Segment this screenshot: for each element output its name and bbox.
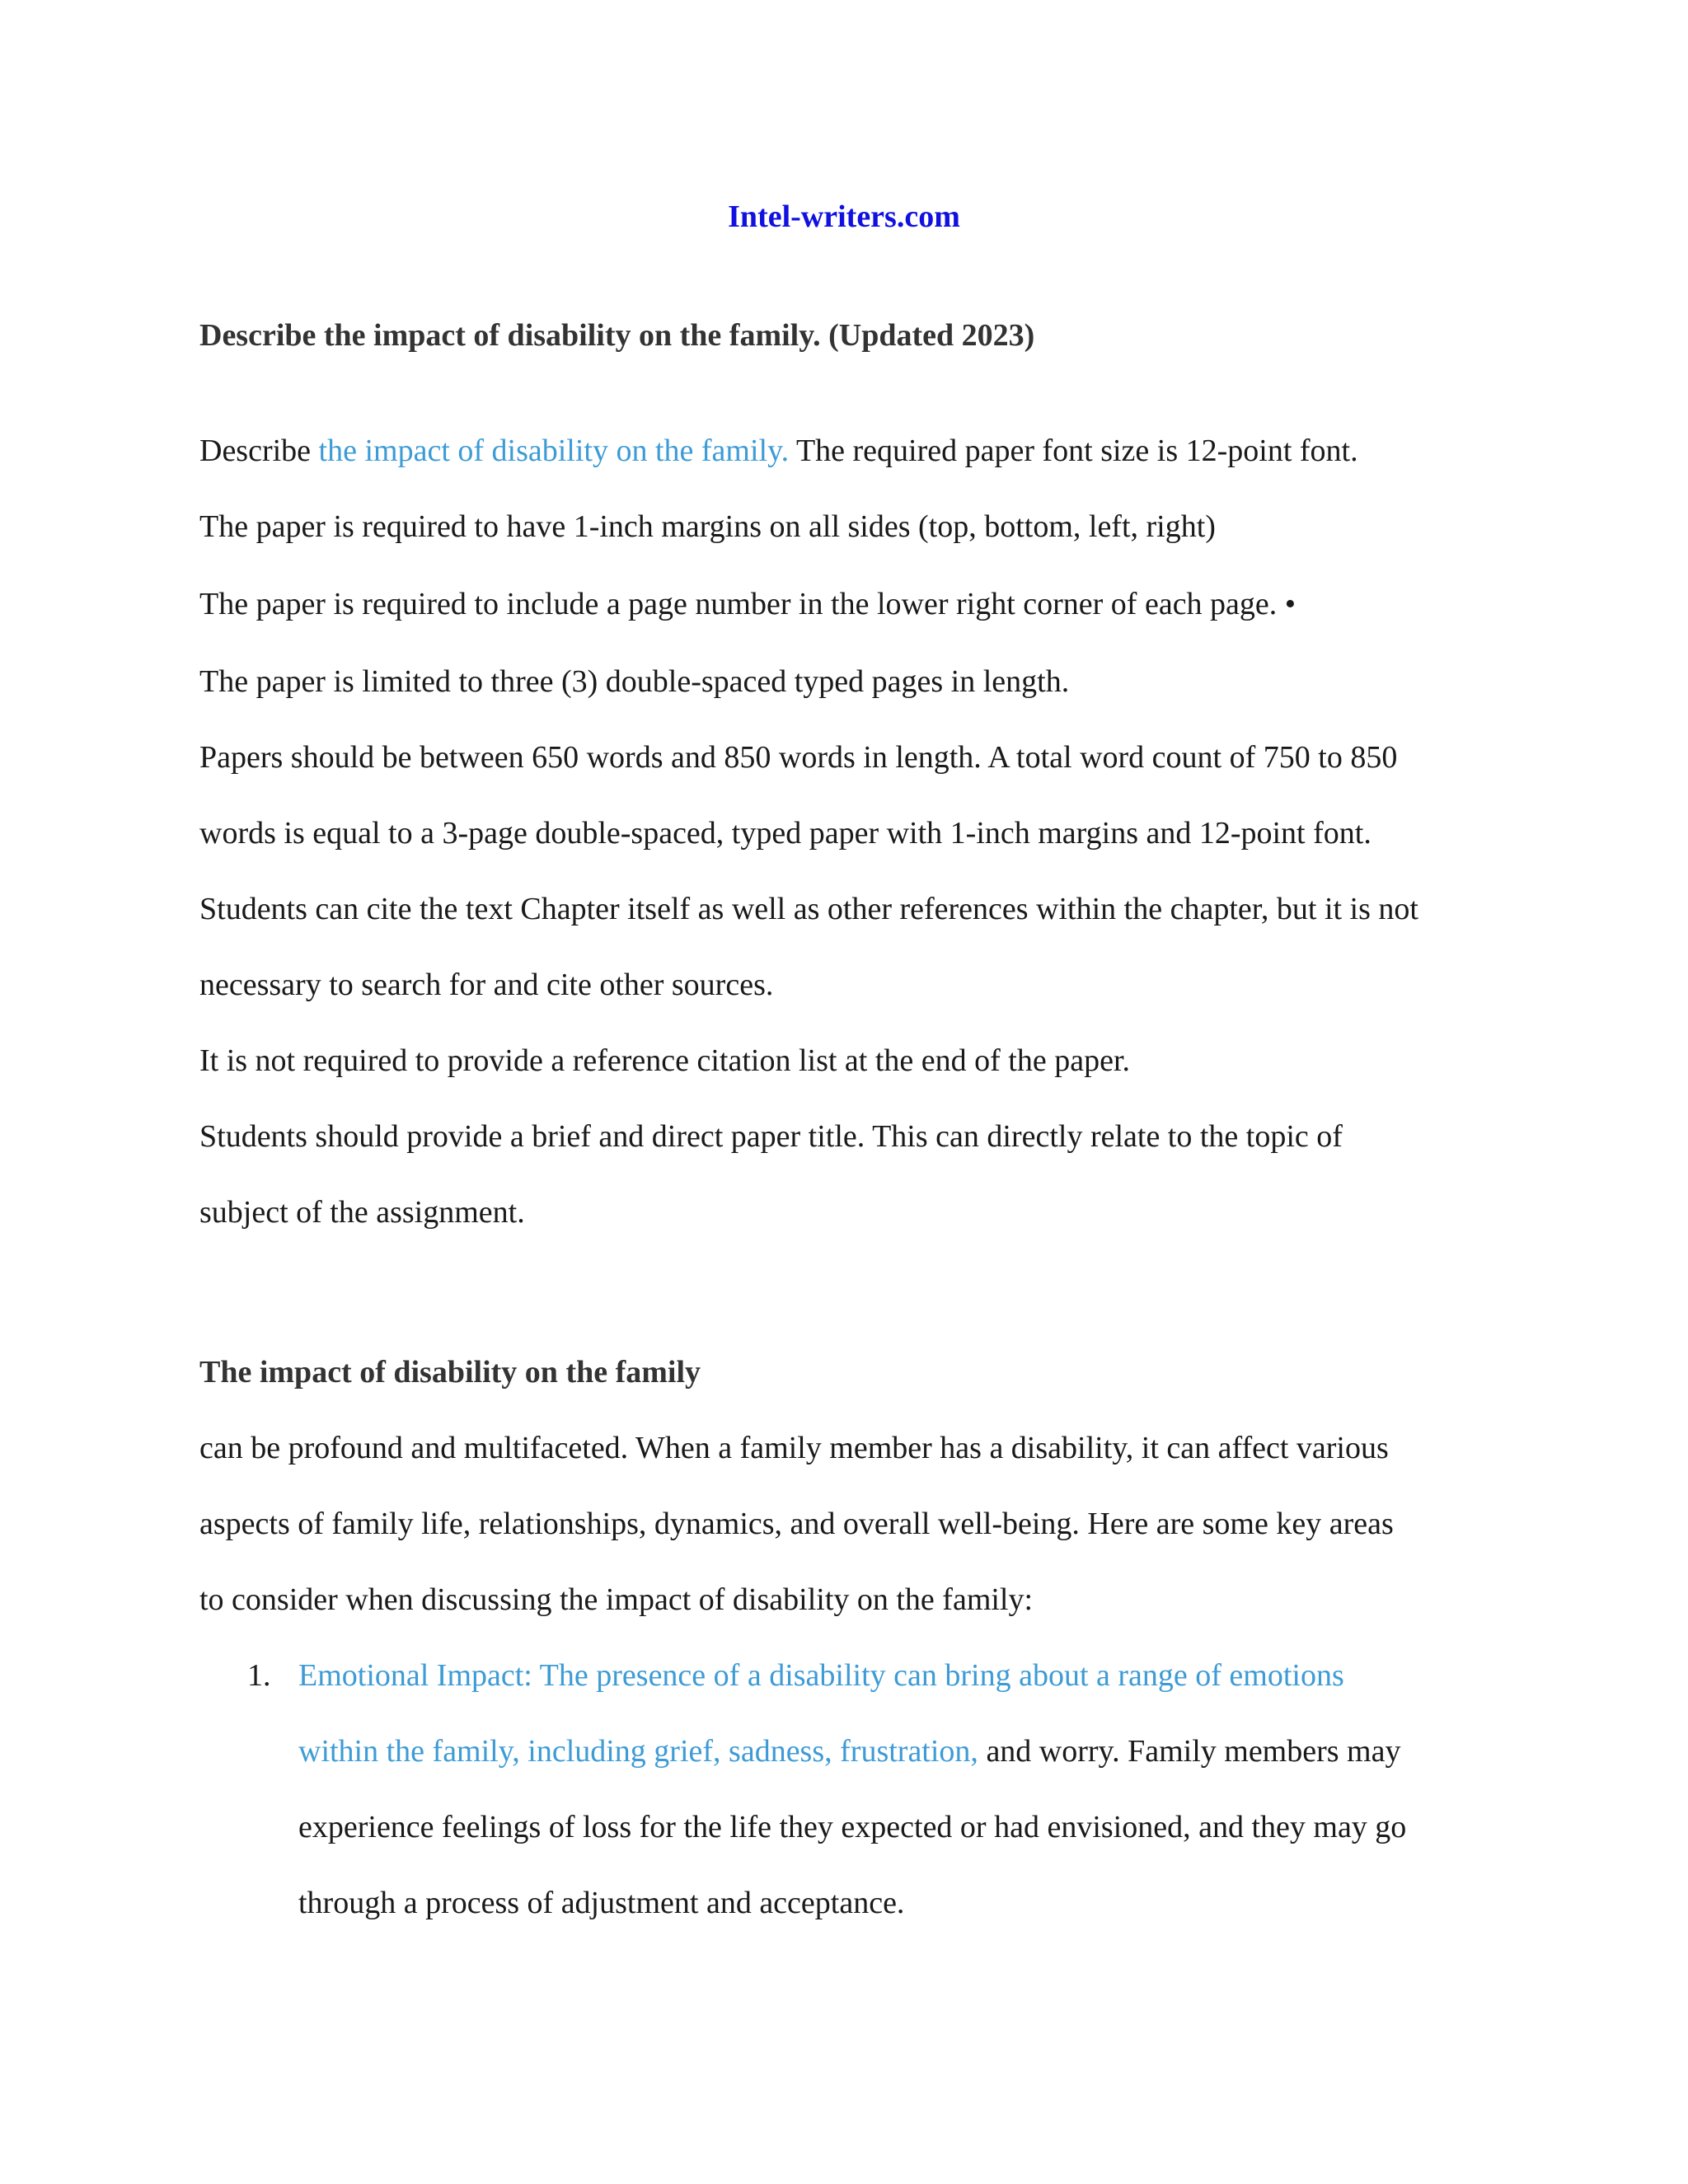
main-heading: Describe the impact of disability on the family. (Updated 2023) — [199, 318, 1035, 353]
list-item-1-line-3: experience feelings of loss for the life they expected or had envisioned, and they may go — [298, 1810, 1407, 1844]
instruction-line-2: The paper is required to have 1-inch margins on all sides (top, bottom, left, right) — [199, 509, 1216, 544]
site-title[interactable]: Intel-writers.com — [728, 199, 960, 234]
instruction-line-1-suffix: The required paper font size is 12-point font. — [789, 434, 1358, 468]
instruction-line-8: necessary to search for and cite other sources. — [199, 968, 774, 1002]
instruction-line-9: It is not required to provide a reference citation list at the end of the paper. — [199, 1043, 1131, 1078]
list-item-1-line-2-link[interactable]: within the family, including grief, sadness, frustration, — [298, 1734, 978, 1769]
instruction-line-4: The paper is limited to three (3) double-spaced typed pages in length. — [199, 664, 1070, 699]
list-item-1-line-4: through a process of adjustment and acceptance. — [298, 1886, 905, 1920]
list-item-1-line-2-rest: and worry. Family members may — [978, 1734, 1401, 1769]
intro-line-2: aspects of family life, relationships, dynamics, and overall well-being. Here are some key areas — [199, 1507, 1394, 1541]
instruction-line-3: The paper is required to include a page number in the lower right corner of each page. • — [199, 587, 1296, 621]
section-heading: The impact of disability on the family — [199, 1355, 701, 1390]
instruction-line-7: Students can cite the text Chapter itself as well as other references within the chapter, but it is not — [199, 892, 1418, 926]
intro-line-3: to consider when discussing the impact of disability on the family: — [199, 1582, 1034, 1617]
instruction-line-1-prefix: Describe — [199, 434, 319, 468]
topic-link[interactable]: the impact of disability on the family. — [318, 434, 790, 468]
intro-line-1: can be profound and multifaceted. When a family member has a disability, it can affect various — [199, 1431, 1389, 1465]
instruction-line-10: Students should provide a brief and direct paper title. This can directly relate to the topic of — [199, 1119, 1343, 1154]
list-item-1-line-1[interactable]: Emotional Impact: The presence of a disability can bring about a range of emotions — [298, 1658, 1344, 1693]
list-item-1-line-2 — [298, 1732, 1400, 1770]
instruction-line-5: Papers should be between 650 words and 850 words in length. A total word count of 750 to 850 — [199, 740, 1398, 775]
instruction-line-6: words is equal to a 3-page double-spaced, typed paper with 1-inch margins and 12-point font. — [199, 816, 1372, 851]
instruction-line-11: subject of the assignment. — [199, 1195, 525, 1230]
instruction-line-1 — [199, 432, 1358, 470]
list-number: 1. — [247, 1658, 271, 1693]
